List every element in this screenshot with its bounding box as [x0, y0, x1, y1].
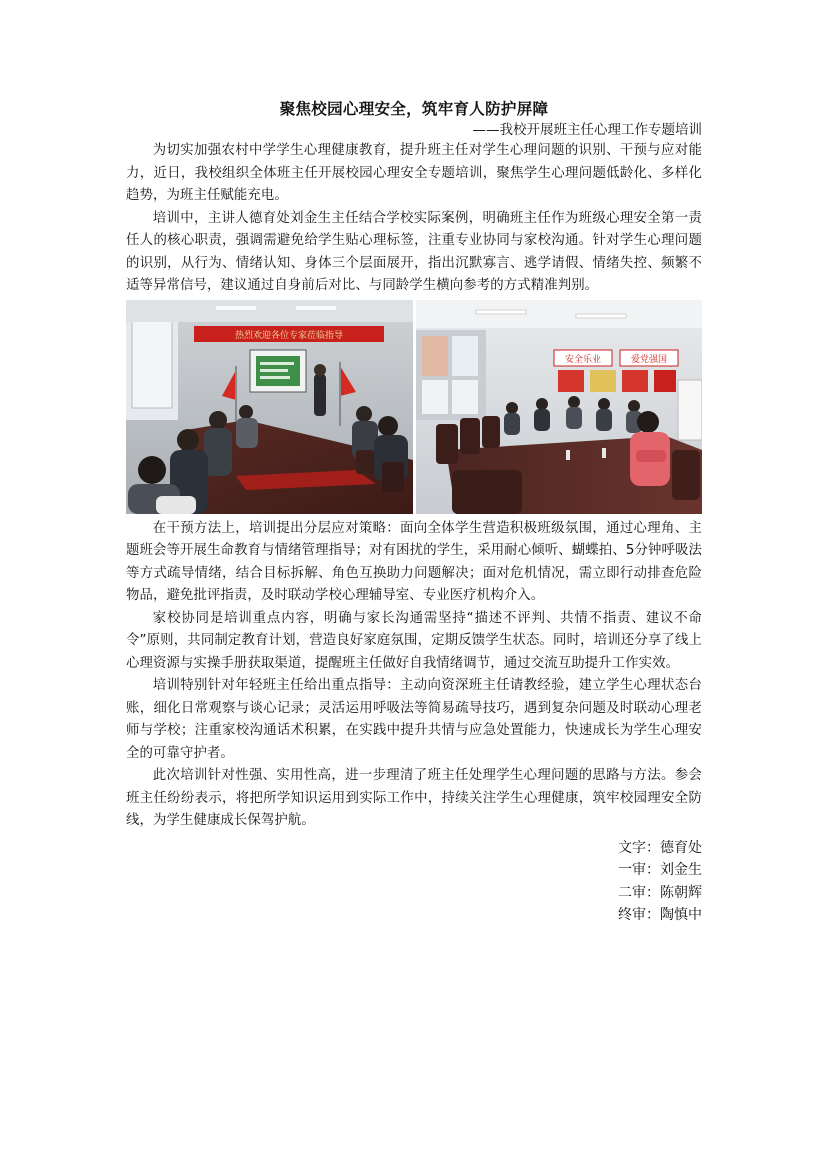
- wall-banner-left: 安全乐业: [564, 354, 602, 365]
- article-title: 聚焦校园心理安全，筑牢育人防护屏障: [279, 100, 549, 118]
- photo-row: [126, 300, 702, 514]
- paragraph-training: 培训中，主讲人德育处刘金生主任结合学校实际案例，明确班主任作为班级心理安全第一责任人的核心职责，强调需避免给学生贴心理标签，注重专业协同与家校沟通。针对学生心理问题的识别，从行为、情绪认知、身体三个层面展开，指出沉默寡言、逃学请假、情绪失控、频繁不适等异常信号，建议通过自身前后对比、与同龄学生横向参考的方式精准判别。: [126, 210, 702, 293]
- wall-banner-right: 爱党强国: [630, 354, 668, 365]
- paragraph-summary: 此次培训针对性强、实用性高，进一步理清了班主任处理学生心理问题的思路与方法。参会班主任纷纷表示，将把所学知识运用到实际工作中，持续关注学生心理健康，筑牢校园理安全防线，为学生健康成长保驾护航。: [126, 768, 702, 828]
- paragraph-young-teachers: 培训特别针对年轻班主任给出重点指导：主动向资深班主任请教经验，建立学生心理状态台账，细化日常观察与谈心记录；灵活运用呼吸法等简易疏导技巧，遇到复杂问题及时联动心理老师与学校；注重家校沟通话术积累，在实践中提升共情与应急处置能力，快速成长为学生心理安全的可靠守护者。: [126, 678, 702, 761]
- credit-final-review: 终审：陶慎中: [618, 907, 702, 923]
- credits: [126, 837, 702, 927]
- credit-review-2: 二审：陈朝辉: [618, 884, 702, 901]
- credit-review-1: 一审：刘金生: [618, 862, 702, 878]
- paragraph-intro: 为切实加强农村中学学生心理健康教育，提升班主任对学生心理问题的识别、干预与应对能力，近日，我校组织全体班主任开展校园心理安全专题培训，聚焦学生心理问题低龄化、多样化趋势，为班主任赋能充电。: [126, 143, 702, 203]
- paragraph-intervention: 在干预方法上，培训提出分层应对策略：面向全体学生营造积极班级氛围，通过心理角、主题班会等开展生命教育与情绪管理指导；对有困扰的学生，采用耐心倾听、蝴蝶拍、5分钟呼吸法等方式疏导情绪，结合目标拆解、角色互换助力问题解决；面对危机情况，需立即行动排查危险物品，避免批评指责，及时联动学校心理辅导室、专业医疗机构介入。: [126, 520, 702, 603]
- training-photo-right: [416, 300, 702, 514]
- paragraph-home-school: 家校协同是培训重点内容，明确与家长沟通需坚持“描述不评判、共情不指责、建议不命令”原则，共同制定教育计划，营造良好家庭氛围，定期反馈学生状态。同时，培训还分享了线上心理资源与实操手册获取渠道，提醒班主任做好自我情绪调节，通过交流互助提升工作实效。: [126, 610, 702, 671]
- article-subtitle: ——我校开展班主任心理工作专题培训: [472, 122, 702, 138]
- banner-text: 热烈欢迎各位专家莅临指导: [234, 330, 344, 341]
- credit-author: 文字：德育处: [618, 839, 702, 856]
- article: [126, 98, 702, 927]
- training-photo-left: [126, 300, 413, 514]
